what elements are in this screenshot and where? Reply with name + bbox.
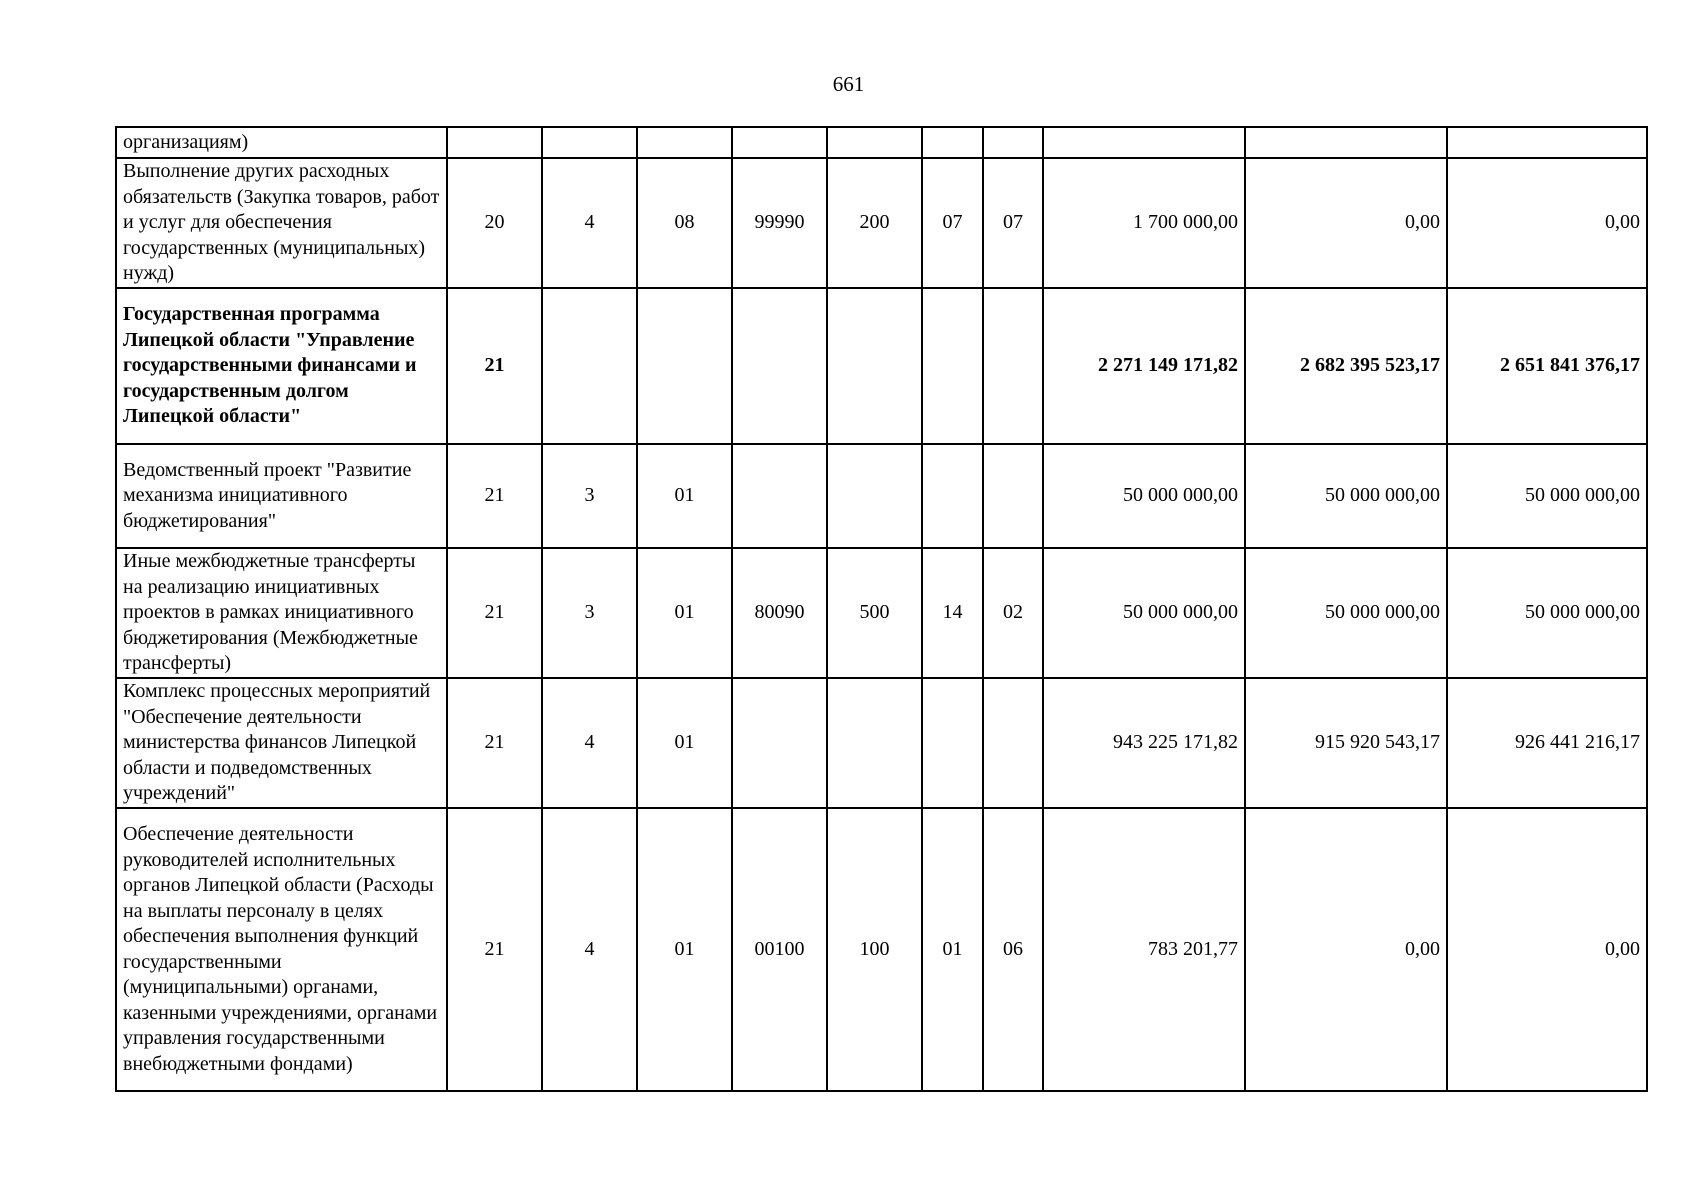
- subsection-code: [983, 444, 1043, 548]
- section-code: [922, 678, 983, 808]
- event-code: 08: [637, 158, 732, 288]
- amount-year-2: 0,00: [1245, 158, 1447, 288]
- direction-code: [732, 127, 827, 158]
- table-row: [116, 678, 1647, 808]
- row-name: организациям): [116, 127, 447, 158]
- amount-year-3: 0,00: [1447, 158, 1647, 288]
- event-code: 01: [637, 548, 732, 678]
- program-code: 21: [447, 444, 542, 548]
- program-code: 21: [447, 808, 542, 1091]
- program-code: 21: [447, 288, 542, 444]
- table-row: [116, 127, 1647, 158]
- amount-year-1: 50 000 000,00: [1043, 548, 1245, 678]
- row-name: Ведомственный проект "Развитие механизма инициативного бюджетирования": [116, 444, 447, 548]
- expense-type-code: 100: [827, 808, 922, 1091]
- subsection-code: [983, 678, 1043, 808]
- section-code: 01: [922, 808, 983, 1091]
- amount-year-2: [1245, 127, 1447, 158]
- row-name: Государственная программа Липецкой области "Управление государственными финансами и государственным долгом Липецкой области": [116, 288, 447, 444]
- expense-type-code: 500: [827, 548, 922, 678]
- subprogram-code: 4: [542, 678, 637, 808]
- subsection-code: 07: [983, 158, 1043, 288]
- amount-year-2: 0,00: [1245, 808, 1447, 1091]
- direction-code: 00100: [732, 808, 827, 1091]
- row-name: Обеспечение деятельности руководителей исполнительных органов Липецкой области (Расходы на выплаты персоналу в целях обеспечения выполнения функций государственными (муниципальными) органами, казенными учреждениями, органами управления государственными внебюджетными фондами): [116, 808, 447, 1091]
- amount-year-2: 50 000 000,00: [1245, 444, 1447, 548]
- amount-year-3: 2 651 841 376,17: [1447, 288, 1647, 444]
- table-row: [116, 808, 1647, 1091]
- table-row: [116, 444, 1647, 548]
- section-code: 07: [922, 158, 983, 288]
- amount-year-1: 943 225 171,82: [1043, 678, 1245, 808]
- amount-year-1: 1 700 000,00: [1043, 158, 1245, 288]
- amount-year-2: 915 920 543,17: [1245, 678, 1447, 808]
- row-name: Иные межбюджетные трансферты на реализацию инициативных проектов в рамках инициативного бюджетирования (Межбюджетные трансферты): [116, 548, 447, 678]
- direction-code: [732, 288, 827, 444]
- expense-type-code: [827, 127, 922, 158]
- amount-year-2: 2 682 395 523,17: [1245, 288, 1447, 444]
- expense-type-code: [827, 288, 922, 444]
- subsection-code: [983, 127, 1043, 158]
- amount-year-3: [1447, 127, 1647, 158]
- amount-year-1: 2 271 149 171,82: [1043, 288, 1245, 444]
- subsection-code: 06: [983, 808, 1043, 1091]
- subsection-code: 02: [983, 548, 1043, 678]
- row-name: Выполнение других расходных обязательств (Закупка товаров, работ и услуг для обеспечения государственных (муниципальных) нужд): [116, 158, 447, 288]
- amount-year-1: 50 000 000,00: [1043, 444, 1245, 548]
- expense-type-code: 200: [827, 158, 922, 288]
- event-code: 01: [637, 678, 732, 808]
- program-code: [447, 127, 542, 158]
- program-code: 21: [447, 678, 542, 808]
- row-name: Комплекс процессных мероприятий "Обеспечение деятельности министерства финансов Липецкой области и подведомственных учреждений": [116, 678, 447, 808]
- program-code: 21: [447, 548, 542, 678]
- subprogram-code: 4: [542, 808, 637, 1091]
- amount-year-2: 50 000 000,00: [1245, 548, 1447, 678]
- amount-year-3: 926 441 216,17: [1447, 678, 1647, 808]
- program-code: 20: [447, 158, 542, 288]
- subprogram-code: 4: [542, 158, 637, 288]
- section-code: [922, 288, 983, 444]
- subprogram-code: [542, 288, 637, 444]
- direction-code: [732, 678, 827, 808]
- event-code: [637, 127, 732, 158]
- amount-year-1: 783 201,77: [1043, 808, 1245, 1091]
- amount-year-1: [1043, 127, 1245, 158]
- direction-code: 99990: [732, 158, 827, 288]
- table-row: [116, 158, 1647, 288]
- budget-table: [115, 126, 1648, 1092]
- event-code: [637, 288, 732, 444]
- section-code: 14: [922, 548, 983, 678]
- amount-year-3: 50 000 000,00: [1447, 548, 1647, 678]
- subprogram-code: [542, 127, 637, 158]
- subsection-code: [983, 288, 1043, 444]
- expense-type-code: [827, 444, 922, 548]
- event-code: 01: [637, 808, 732, 1091]
- page-number: 661: [832, 72, 865, 96]
- section-code: [922, 444, 983, 548]
- subprogram-code: 3: [542, 444, 637, 548]
- event-code: 01: [637, 444, 732, 548]
- table-row-program: [116, 288, 1647, 444]
- amount-year-3: 0,00: [1447, 808, 1647, 1091]
- direction-code: [732, 444, 827, 548]
- section-code: [922, 127, 983, 158]
- direction-code: 80090: [732, 548, 827, 678]
- amount-year-3: 50 000 000,00: [1447, 444, 1647, 548]
- expense-type-code: [827, 678, 922, 808]
- table-row: [116, 548, 1647, 678]
- subprogram-code: 3: [542, 548, 637, 678]
